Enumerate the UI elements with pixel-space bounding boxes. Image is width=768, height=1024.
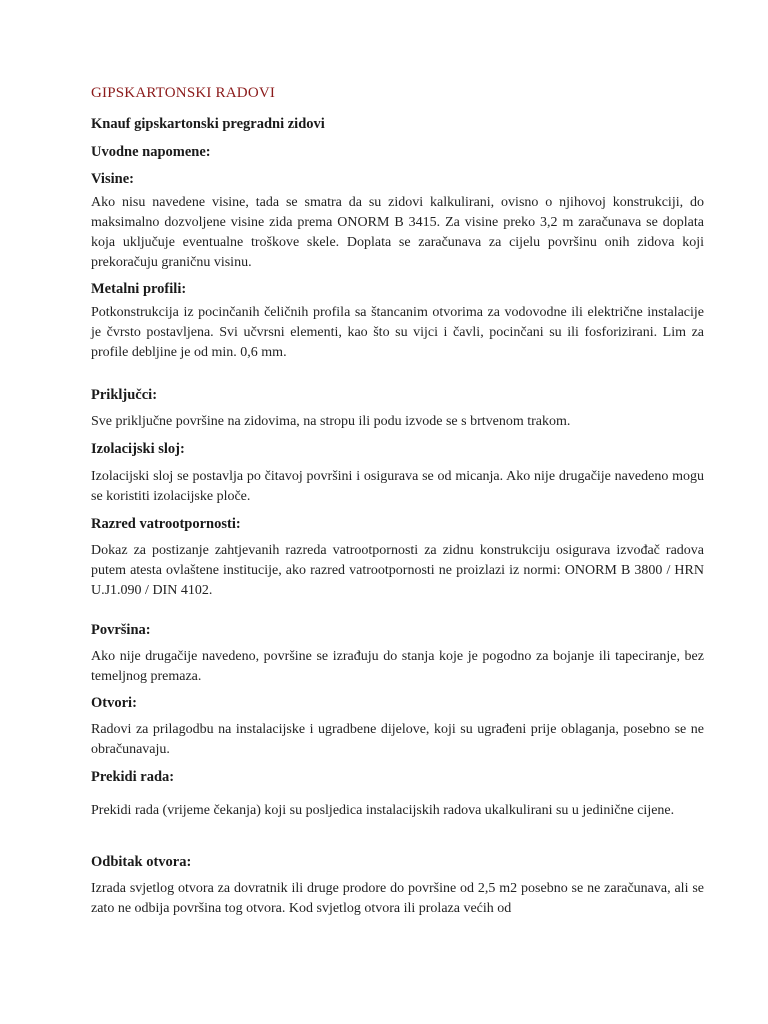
section-text-visine: Ako nisu navedene visine, tada se smatra da su zidovi kalkulirani, ovisno o njihovoj konstrukciji, do maksimalno dozvoljene visine zida prema ONORM B 3415. Za visine preko 3,2 m zaračunava se doplata koja uključuje eventualne troškove skele. Doplata se zaračunava za cijelu površinu onih zidova koji prekoračuju graničnu visinu.: [91, 195, 704, 270]
section-heading-razred-vatrootpornosti: Razred vatrootpornosti:: [91, 516, 241, 532]
section-heading-prekidi-rada: Prekidi rada:: [91, 769, 175, 785]
section-text-prekidi-rada: Prekidi rada (vrijeme čekanja) koji su posljedica instalacijskih radova ukalkulirani su u jedinične cijene.: [91, 803, 675, 818]
section-heading-izolacijski-sloj: Izolacijski sloj:: [91, 441, 185, 457]
document-subtitle: Knauf gipskartonski pregradni zidovi: [91, 116, 325, 132]
section-heading-visine: Visine:: [91, 171, 134, 187]
section-text-odbitak-otvora: Izrada svjetlog otvora za dovratnik ili druge prodore do površine od 2,5 m2 posebno se ne zaračunava, ali se zato ne odbija površina tog otvora. Kod svjetlog otvora ili prolaza većih od: [91, 881, 704, 916]
section-heading-povrsina: Površina:: [91, 622, 151, 638]
section-text-prikljucci: Sve priključne površine na zidovima, na stropu ili podu izvode se s brtvenom trakom.: [91, 414, 571, 429]
section-heading-metalni-profili: Metalni profili:: [91, 281, 187, 297]
section-text-povrsina: Ako nije drugačije navedeno, površine se izrađuju do stanja koje je pogodno za bojanje ili tapeciranje, bez temeljnog premaza.: [91, 649, 704, 684]
section-text-razred-vatrootpornosti: Dokaz za postizanje zahtjevanih razreda vatrootpornosti za zidnu konstrukciju osigurava izvođač radova putem atesta ovlaštene institucije, ako razred vatrootpornosti ne proizlazi iz normi: ONORM B 3800 / HRN U.J1.090 / DIN 4102.: [91, 543, 704, 598]
section-text-otvori: Radovi za prilagodbu na instalacijske i ugradbene dijelove, koji su ugrađeni prije oblaganja, posebno se ne obračunavaju.: [91, 722, 704, 757]
section-text-izolacijski-sloj: Izolacijski sloj se postavlja po čitavoj površini i osigurava se od micanja. Ako nije drugačije navedeno mogu se koristiti izolacijske ploče.: [91, 469, 704, 504]
intro-heading: Uvodne napomene:: [91, 144, 211, 160]
section-heading-prikljucci: Priključci:: [91, 387, 158, 403]
document-title: GIPSKARTONSKI RADOVI: [91, 85, 276, 101]
section-heading-otvori: Otvori:: [91, 695, 137, 711]
section-text-metalni-profili: Potkonstrukcija iz pocinčanih čeličnih profila sa štancanim otvorima za vodovodne ili električne instalacije je čvrsto postavljena. Svi učvrsni elementi, kao što su vijci i čavli, pocinčani su ili fosforizirani. Lim za profile debljine je od min. 0,6 mm.: [91, 305, 704, 360]
section-heading-odbitak-otvora: Odbitak otvora:: [91, 854, 192, 870]
